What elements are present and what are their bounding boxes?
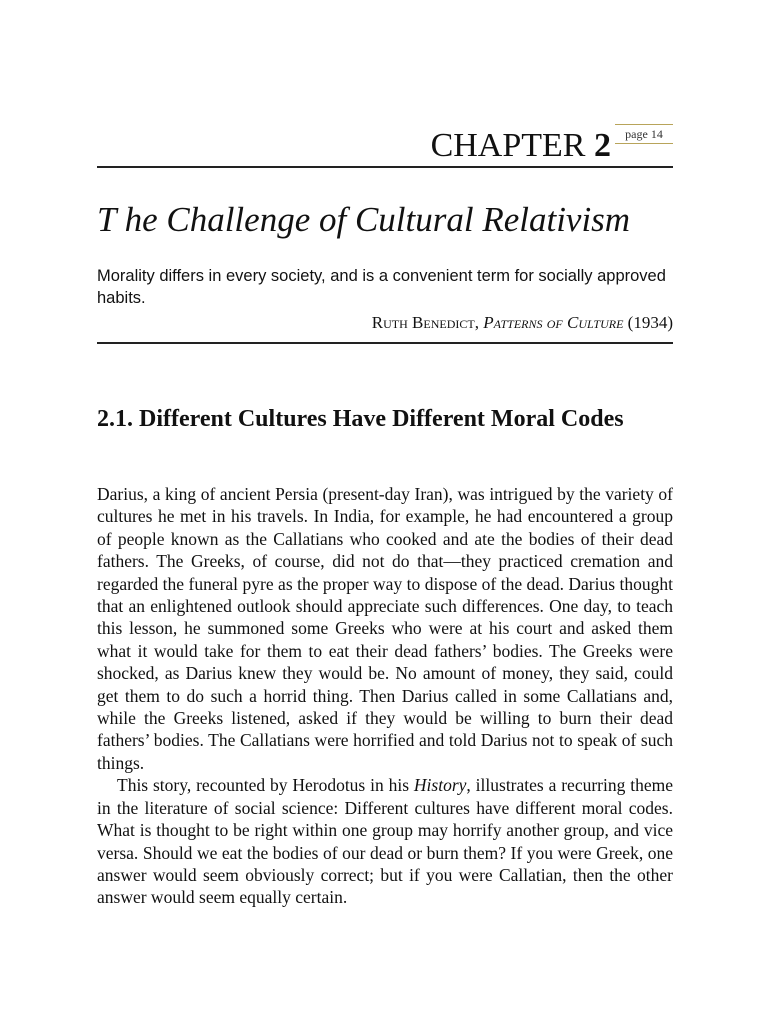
- paragraph-text: This story, recounted by Herodotus in his: [117, 775, 414, 796]
- epigraph-quote: Morality differs in every society, and is a convenient term for socially approved habits.: [97, 267, 666, 307]
- epigraph-year: (1934): [627, 313, 673, 332]
- paragraph: [97, 774, 673, 908]
- chapter-heading: [431, 126, 611, 166]
- section-heading: 2.1. Different Cultures Have Different Moral Codes: [97, 406, 624, 432]
- epigraph-rule: [97, 342, 673, 344]
- chapter-word: CHAPTER: [430, 127, 586, 164]
- body-text: [97, 483, 673, 909]
- paragraph: Darius, a king of ancient Persia (present-day Iran), was intrigued by the variety of cultures he met in his travels. In India, for example, he had encountered a group of people known as the Callatians who cooked and ate the bodies of their dead fathers. The Greeks, of course, did not do that—they practiced cremation and regarded the funeral pyre as the proper way to dispose of the dead. Darius thought that an enlightened outlook should appreciate such differences. One day, to teach this lesson, he summoned some Greeks who were at his court and asked them what it would take for them to eat their dead fathers’ bodies. The Greeks were shocked, as Darius knew they would be. No amount of money, they said, could get them to do such a horrid thing. Then Darius called in some Callatians and, while the Greeks listened, asked if they would be willing to burn their dead fathers’ bodies. The Callatians were horrified and told Darius not to speak of such things.: [97, 484, 673, 773]
- chapter-title: T he Challenge of Cultural Relativism: [97, 200, 631, 239]
- chapter-header: [97, 120, 673, 166]
- book-title-history: History: [413, 775, 467, 796]
- epigraph-author: Ruth Benedict: [371, 313, 475, 332]
- paragraph-text: , illustrates a recurring theme in the literature of social science: Different cultures have different moral codes. What is thought to be right within one group may horrify another group, and vice versa. Should we eat the bodies of our dead or burn them? If you were Greek, one answer would seem obviously correct; but if you were Callatian, then the other answer would seem equally certain.: [97, 775, 673, 908]
- chapter-number: 2: [594, 127, 611, 164]
- epigraph-work: Patterns of Culture: [483, 313, 624, 332]
- epigraph-attribution: Ruth Benedict, Patterns of Culture (1934): [371, 313, 673, 332]
- page-number-tag: page 14: [615, 124, 673, 144]
- header-rule: [97, 166, 673, 168]
